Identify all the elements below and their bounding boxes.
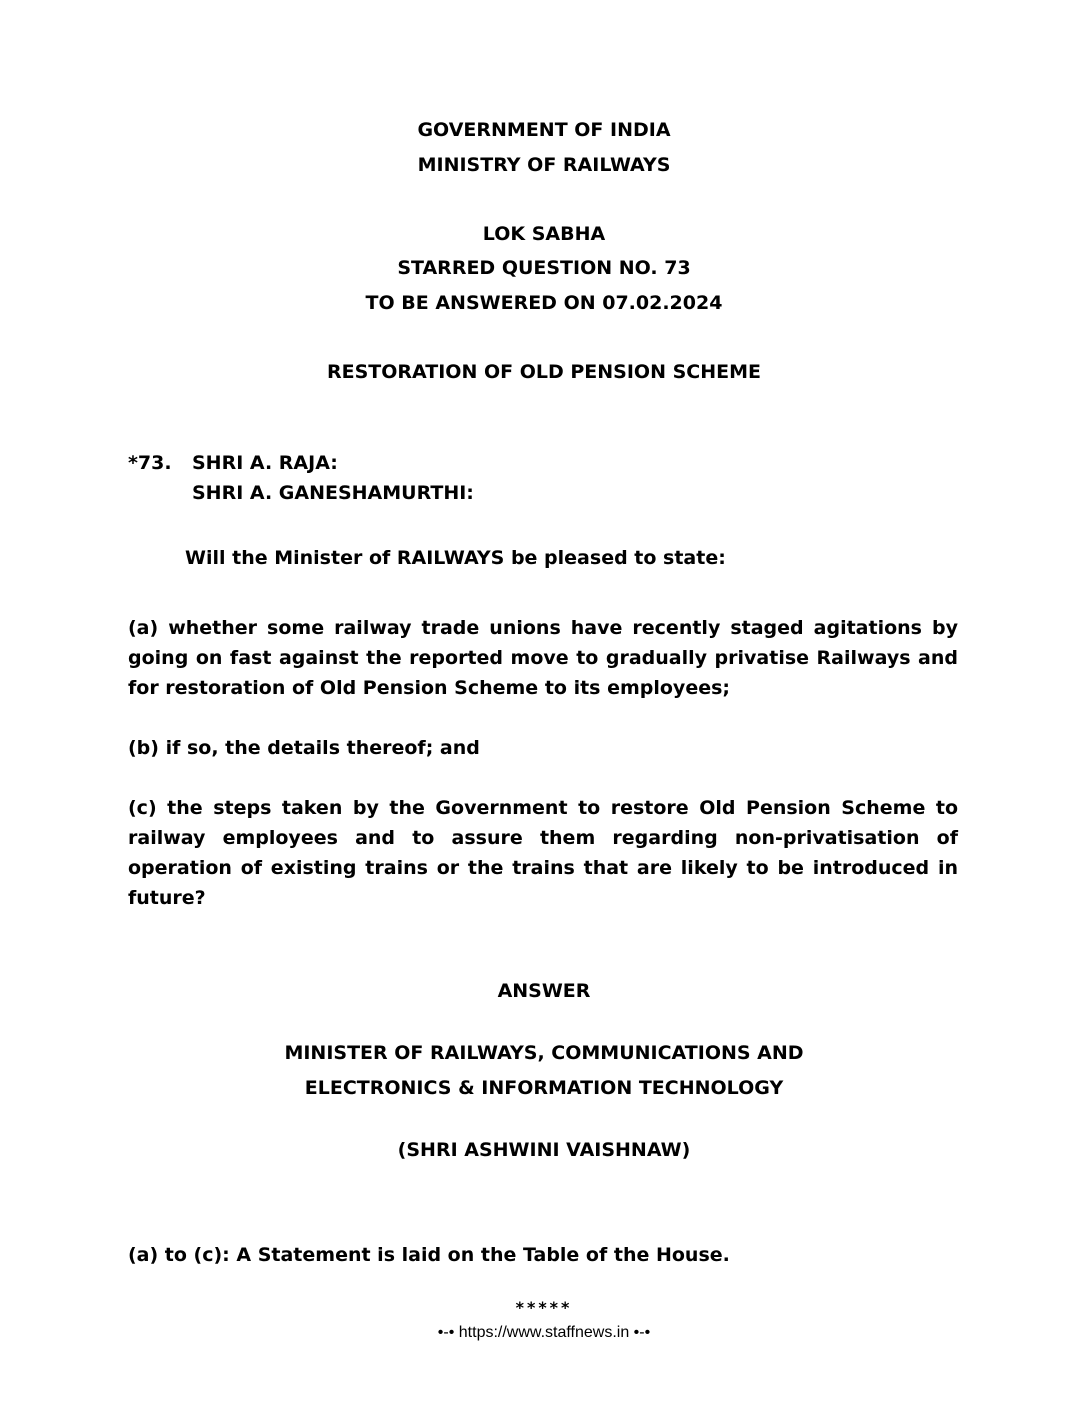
question-part-c: (c) the steps taken by the Government to restore Old Pension Scheme to railway employees and to assure them regarding non-privatisation of operation of existing trains or the trains that are likely to be introduced in future? [128, 797, 958, 909]
subject-heading: RESTORATION OF OLD PENSION SCHEME [327, 361, 761, 383]
answer-date-heading: TO BE ANSWERED ON 07.02.2024 [365, 292, 723, 314]
end-marker: ***** [515, 1298, 573, 1317]
question-part-b: (b) if so, the details thereof; and [128, 737, 480, 759]
government-heading: GOVERNMENT OF INDIA [417, 119, 671, 141]
footer-source-text: •-• https://www.staffnews.in •-• [437, 1324, 651, 1341]
minister-name: (SHRI ASHWINI VAISHNAW) [397, 1139, 691, 1161]
minister-title-line-2: ELECTRONICS & INFORMATION TECHNOLOGY [304, 1077, 784, 1099]
member-name-2: SHRI A. GANESHAMURTHI: [192, 482, 474, 504]
answer-text: (a) to (c): A Statement is laid on the Table of the House. [128, 1244, 730, 1266]
house-heading: LOK SABHA [482, 223, 606, 245]
minister-title-line-1: MINISTER OF RAILWAYS, COMMUNICATIONS AND [284, 1042, 804, 1064]
question-intro: Will the Minister of RAILWAYS be pleased to state: [185, 547, 726, 569]
question-part-a: (a) whether some railway trade unions have recently staged agitations by going on fast against the reported move to gradually privatise Railways and for restoration of Old Pension Scheme to its employees; [128, 617, 958, 699]
question-number: *73. [128, 452, 172, 474]
member-name-1: SHRI A. RAJA: [192, 452, 338, 474]
answer-heading: ANSWER [497, 980, 591, 1002]
question-number-heading: STARRED QUESTION NO. 73 [397, 257, 691, 279]
ministry-heading: MINISTRY OF RAILWAYS [417, 154, 671, 176]
